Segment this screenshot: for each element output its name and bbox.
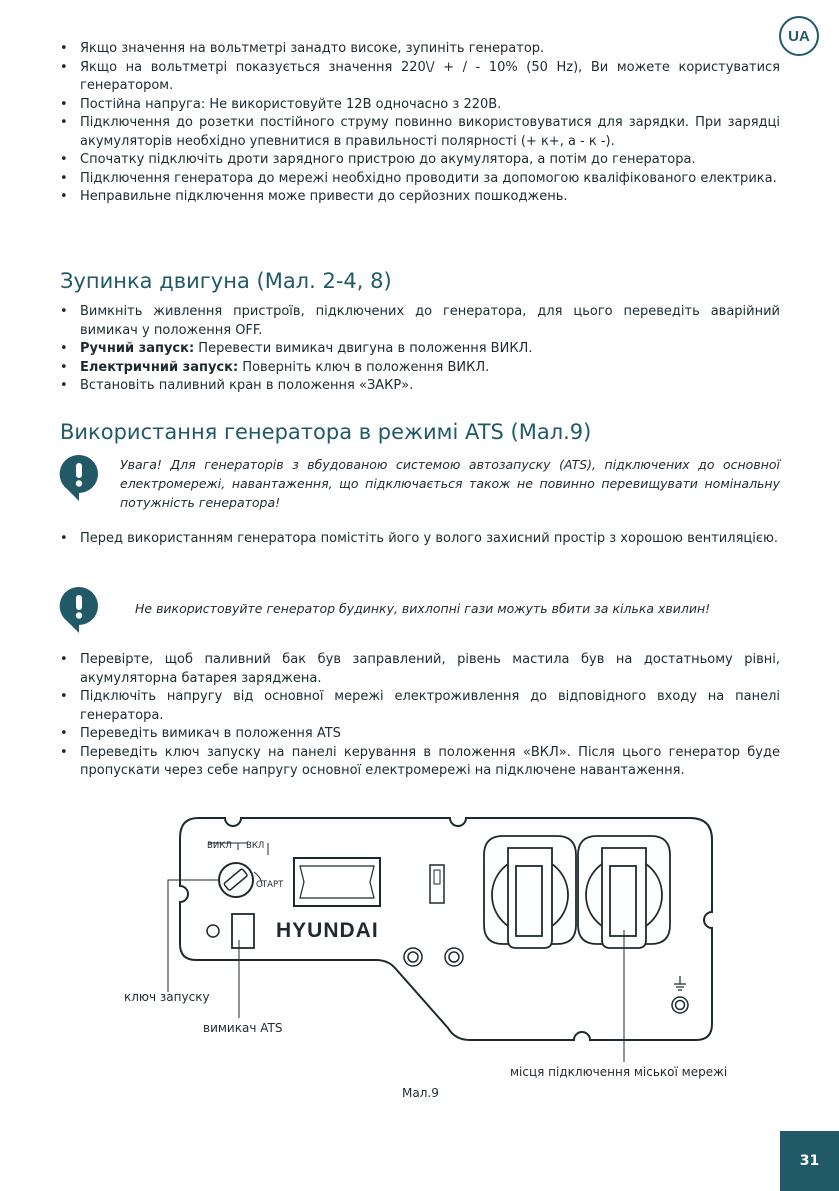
exclamation-warning-icon (58, 453, 100, 503)
ats-placement-bullet-list (60, 530, 780, 549)
fuse-button (404, 948, 422, 966)
list-item: • Якщо значення на вольтметрі занадто високе, зупиніть генератор. (60, 40, 780, 59)
ground-terminal (672, 997, 688, 1013)
ground-icon (674, 976, 686, 990)
list-item: • Постійна напруга: Не використовуйте 12В одночасно з 220В. (60, 96, 780, 115)
ats-warning-text: Увага! Для генераторів з вбудованою системою автозапуску (ATS), підключених до основної електромережі, навантаження, що підключається також не повинно перевищувати номінальну потужність генератора! (120, 457, 780, 510)
intro-bullet-list (60, 40, 780, 207)
list-item: • Неправильне підключення може привести до серйозних пошкоджень. (60, 188, 780, 207)
page-number: 31 (780, 1131, 839, 1191)
list-item: • Перед використанням генератора помістіть його у волого захисний простір з хорошою вентиляцією. (60, 530, 780, 549)
exclamation-warning-icon (58, 585, 100, 635)
ignition-key-switch (219, 863, 253, 897)
start-key-label: ключ запуску (124, 990, 210, 1004)
switch-on-label: ВКЛ (246, 841, 265, 851)
section-title-engine-stop: Зупинка двигуна (Мал. 2-4, 8) (60, 269, 392, 293)
voltmeter-window (294, 858, 380, 906)
figure-caption: Мал.9 (402, 1086, 439, 1100)
figure-9-panel-diagram (0, 800, 839, 1100)
list-item: • Переведіть ключ запуску на панелі керування в положення «ВКЛ». Після цього генератор буде пропускати через себе напругу основної електромережі на підключене навантаження. (60, 744, 780, 781)
exhaust-warning-text: Не використовуйте генератор будинку, вихлопні гази можуть вбити за кілька хвилин! (135, 601, 711, 616)
list-item: • Переведіть вимикач в положення ATS (60, 725, 780, 744)
ats-steps-bullet-list (60, 651, 780, 781)
switch-off-label: ВИКЛ (207, 841, 232, 851)
fuse-button (445, 948, 463, 966)
list-item (60, 340, 780, 359)
list-item: • Встановіть паливний кран в положення «ЗАКР». (60, 377, 780, 396)
list-item: • Спочатку підключіть дроти зарядного пристрою до акумулятора, а потім до генератора. (60, 151, 780, 170)
list-item: • Якщо на вольтметрі показується значення 220\/ + / - 10% (50 Hz), Ви можете користуватися генератором. (60, 59, 780, 96)
outlet-left (484, 836, 576, 948)
list-item: • Перевірте, щоб паливний бак був заправлений, рівень мастила був на достатньому рівні, акумуляторна батарея заряджена. (60, 651, 780, 688)
list-item: • Вимкніть живлення пристроїв, підключених до генератора, для цього переведіть аварійний вимикач у положення OFF. (60, 303, 780, 340)
manual-start-text: Перевести вимикач двигуна в положення ВИКЛ. (194, 341, 533, 356)
brand-logo: HYUNDAI (276, 919, 379, 942)
list-item: • Підключення до розетки постійного струму повинно використовуватися для зарядки. При зарядці акумуляторів необхідно упевнитися в правильності полярності (+ к+, а - к -). (60, 114, 780, 151)
engine-stop-bullet-list (60, 303, 780, 396)
language-badge: UA (779, 16, 819, 56)
switch-start-label: СТАРТ (256, 880, 284, 890)
list-item: • Підключення генератора до мережі необхідно проводити за допомогою кваліфікованого електрика. (60, 170, 780, 189)
list-item (60, 359, 780, 378)
electric-start-text: Поверніть ключ в положення ВИКЛ. (238, 359, 490, 375)
ats-switch (232, 914, 254, 948)
control-panel-drawing (0, 800, 839, 1100)
list-item: • Підключіть напругу від основної мережі електроживлення до відповідного входу на панелі генератора. (60, 688, 780, 725)
ats-switch-label: вимикач ATS (203, 1021, 283, 1035)
manual-start-label: Ручний запуск: (80, 341, 195, 356)
grid-connection-label: місця підключення міської мережі (510, 1065, 728, 1079)
electric-start-label: Електричний запуск: (80, 359, 239, 375)
section-title-ats: Використання генератора в режимі ATS (Мал.9) (60, 420, 592, 444)
